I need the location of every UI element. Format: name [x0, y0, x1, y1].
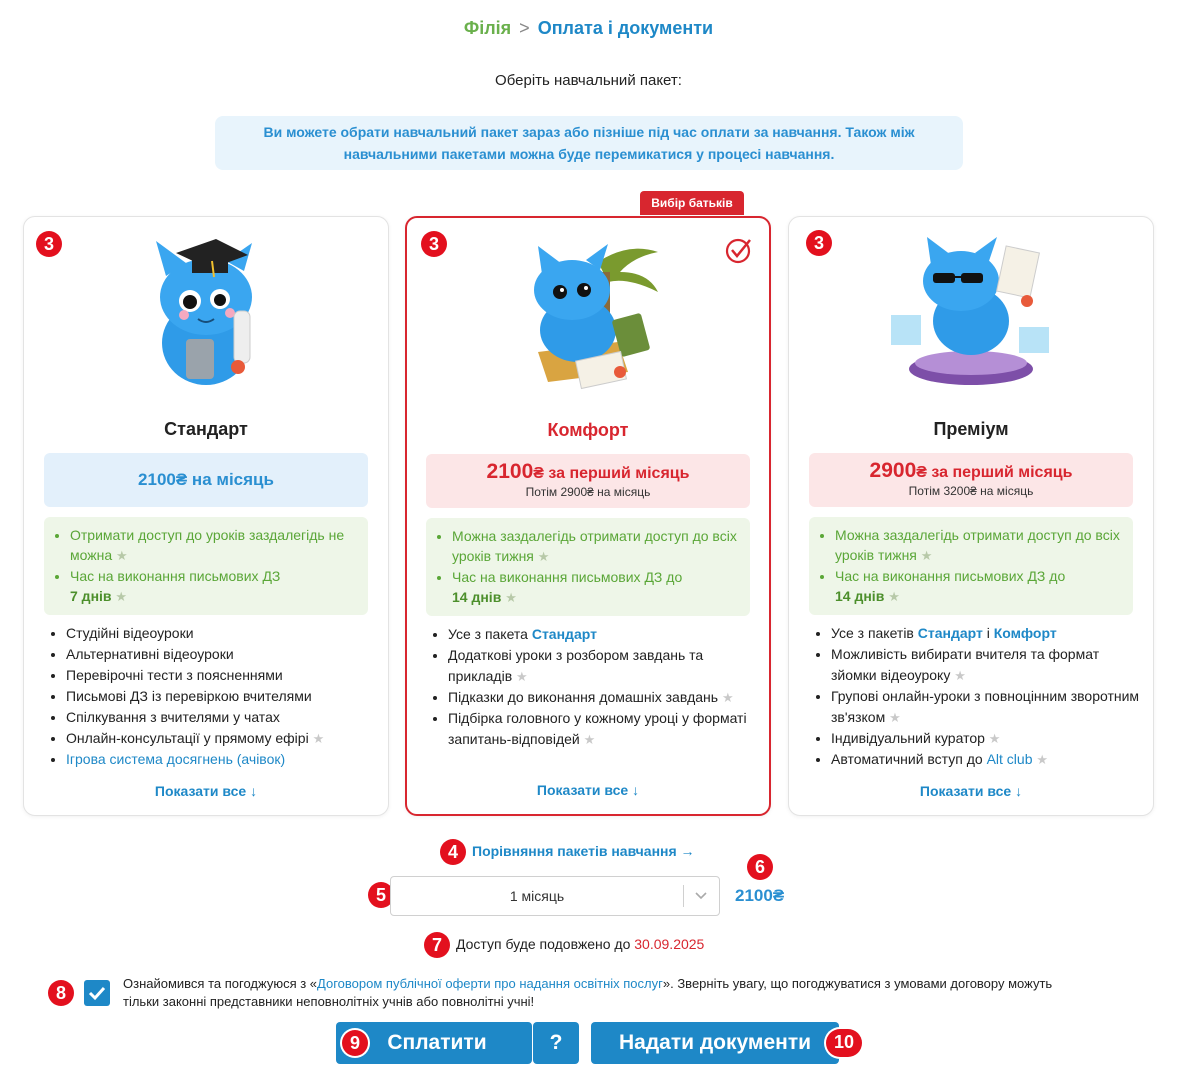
breadcrumb [0, 18, 1177, 39]
highlight-item: • Час на виконання письмових ДЗ до 14 днів ★ [835, 566, 1123, 607]
cat-sunglasses-illustration [891, 231, 1051, 391]
show-all-link[interactable]: Показати все ↓ [919, 783, 1023, 799]
price-main: 2100₴ за перший місяць [486, 460, 690, 483]
highlight-item: • Можна заздалегідь отримати доступ до всіх уроків тижня ★ [835, 525, 1123, 566]
standard-link[interactable]: Стандарт [531, 626, 597, 642]
feature-item: • Перевірочні тести з поясненнями [66, 665, 376, 686]
arrow-down-icon: ↓ [632, 782, 640, 798]
page-subtitle: Оберіть навчальний пакет: [495, 72, 682, 89]
pay-button[interactable]: Сплатити [336, 1022, 532, 1064]
star-icon: ★ [116, 548, 128, 563]
cat-palm-illustration [508, 232, 668, 392]
highlight-list [426, 518, 750, 616]
star-icon: ★ [988, 731, 1001, 746]
selected-check-icon [725, 236, 753, 264]
package-card-premium[interactable] [788, 216, 1154, 816]
price-sub: Потім 3200₴ на місяць [908, 484, 1034, 498]
chevron-down-icon[interactable] [691, 887, 711, 905]
annotation-marker-7: 7 [424, 932, 450, 958]
show-all-link[interactable]: Показати все ↓ [154, 783, 258, 799]
feature-item: • Письмові ДЗ із перевіркою вчителями [66, 686, 376, 707]
annotation-marker-8: 8 [48, 980, 74, 1006]
highlight-item: • Отримати доступ до уроків заздалегідь не можна ★ [70, 525, 358, 566]
feature-item: • Можливість вибирати вчителя та формат зйомки відеоуроку ★ [831, 644, 1141, 686]
standard-link[interactable]: Стандарт [917, 625, 983, 641]
feature-item: • Підбірка головного у кожному уроці у форматі запитань-відповідей ★ [448, 708, 758, 750]
price-box [44, 453, 368, 507]
price-main: 2900₴ за перший місяць [869, 459, 1073, 482]
star-icon: ★ [889, 710, 901, 725]
feature-item: • Групові онлайн-уроки з повноцінним зворотним зв'язком ★ [831, 686, 1141, 728]
price-box [426, 454, 750, 508]
star-icon: ★ [1036, 752, 1049, 767]
package-name: Стандарт [164, 419, 248, 439]
comfort-link[interactable]: Комфорт [993, 625, 1057, 641]
star-icon: ★ [721, 690, 734, 705]
feature-item: • Усе з пакета Стандарт [448, 624, 758, 645]
help-button[interactable]: ? [533, 1022, 579, 1064]
feature-item: • Студійні відеоуроки [66, 623, 376, 644]
breadcrumb-branch[interactable]: Філія [463, 18, 512, 38]
arrow-down-icon: ↓ [1015, 783, 1023, 799]
arrow-down-icon: ↓ [250, 783, 258, 799]
compare-packages-link[interactable]: Порівняння пакетів навчання → [472, 843, 695, 859]
star-icon: ★ [516, 669, 528, 684]
checkmark-icon [84, 980, 110, 1006]
package-card-standard[interactable] [23, 216, 389, 816]
annotation-marker-3: 3 [421, 231, 447, 257]
cat-graduate-illustration [126, 231, 286, 391]
feature-item: • Автоматичний вступ до Alt club ★ [831, 749, 1141, 770]
agreement-text: Ознайомився та погоджуюся з «Договором публічної оферти про надання освітніх послуг». Зверніть увагу, що погоджуватися з умовами договору можуть тільки законні представники неповнолітніх учнів або повнолітні учні! [123, 976, 1053, 1009]
star-icon: ★ [115, 589, 128, 604]
highlight-list [44, 517, 368, 615]
price-main: 2100₴ на місяць [138, 470, 274, 489]
feature-list [448, 624, 758, 750]
achievements-link[interactable]: Ігрова система досягнень (ачівок) [66, 751, 286, 767]
highlight-list [809, 517, 1133, 615]
star-icon: ★ [954, 668, 966, 683]
price-sub: Потім 2900₴ на місяць [525, 485, 651, 499]
annotation-marker-9: 9 [342, 1030, 368, 1056]
breadcrumb-separator: > [519, 18, 530, 38]
price-box [809, 453, 1133, 507]
star-icon: ★ [537, 549, 550, 564]
period-select-value: 1 місяць [509, 888, 565, 904]
highlight-item: • Можна заздалегідь отримати доступ до всіх уроків тижня ★ [452, 526, 740, 567]
annotation-marker-6: 6 [747, 854, 773, 880]
package-card-comfort[interactable] [405, 216, 771, 816]
breadcrumb-current: Оплата і документи [537, 18, 714, 38]
access-extension-text: Доступ буде подовжено до 30.09.2025 [456, 936, 705, 952]
annotation-marker-10: 10 [826, 1029, 862, 1057]
feature-item: • Додаткові уроки з розбором завдань та прикладів ★ [448, 645, 758, 687]
feature-list [66, 623, 376, 770]
alt-club-link[interactable]: Alt club [986, 751, 1033, 767]
select-divider [683, 885, 684, 907]
agreement-checkbox[interactable] [84, 980, 110, 1006]
feature-item: • Альтернативні відеоуроки [66, 644, 376, 665]
star-icon: ★ [583, 732, 596, 747]
feature-item: • Усе з пакетів Стандарт і Комфорт [831, 623, 1141, 644]
feature-item: • Онлайн-консультації у прямому ефірі ★ [66, 728, 376, 749]
star-icon: ★ [312, 731, 325, 746]
total-price: 2100₴ [735, 886, 785, 905]
submit-documents-button[interactable]: Надати документи [591, 1022, 839, 1064]
annotation-marker-3: 3 [806, 230, 832, 256]
highlight-item: • Час на виконання письмових ДЗ 7 днів ★ [70, 566, 358, 607]
access-date: 30.09.2025 [634, 936, 705, 952]
feature-list [831, 623, 1141, 770]
feature-item: • Індивідуальний куратор ★ [831, 728, 1141, 749]
feature-item [66, 749, 376, 770]
highlight-item: • Час на виконання письмових ДЗ до 14 днів ★ [452, 567, 740, 608]
star-icon: ★ [888, 589, 900, 604]
feature-item: • Спілкування з вчителями у чатах [66, 707, 376, 728]
annotation-marker-4: 4 [440, 839, 466, 865]
annotation-marker-5: 5 [368, 882, 394, 908]
show-all-link[interactable]: Показати все ↓ [536, 782, 640, 798]
star-icon: ★ [505, 590, 517, 605]
parents-choice-badge: Вибір батьків [640, 191, 744, 215]
annotation-marker-3: 3 [36, 231, 62, 257]
star-icon: ★ [920, 548, 933, 563]
period-select[interactable] [390, 876, 720, 916]
package-name: Комфорт [547, 420, 629, 440]
feature-item: • Підказки до виконання домашніх завдань ★ [448, 687, 758, 708]
package-name: Преміум [933, 419, 1009, 439]
info-banner: Ви можете обрати навчальний пакет зараз або пізніше під час оплати за навчання. Також між навчальними пакетами можна буде перемикатися у процесі навчання. [215, 116, 963, 170]
offer-contract-link[interactable]: Договором публічної оферти про надання освітніх послуг [317, 976, 663, 991]
